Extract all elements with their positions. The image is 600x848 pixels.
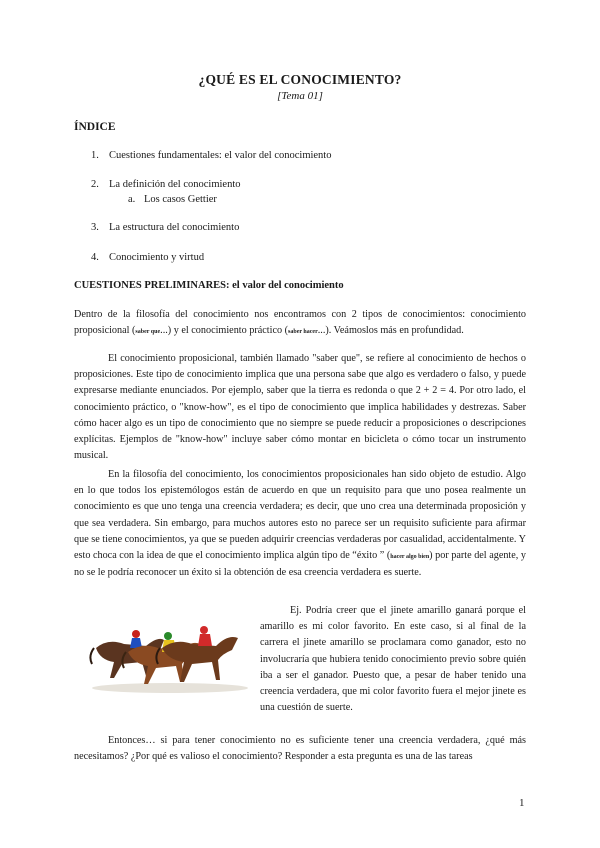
toc-sub-item-number: a. xyxy=(128,194,136,205)
toc-item-text: Conocimiento y virtud xyxy=(109,252,205,263)
index-heading: ÍNDICE xyxy=(74,121,116,133)
page-number: 1 xyxy=(519,797,525,809)
paragraph-text: ) por parte del agente, y no se le podría reconocer un éxito si la obtención de esa creencia verdadera es suerte. xyxy=(74,550,526,579)
toc-item xyxy=(91,150,331,161)
paragraph-text: En la filosofía del conocimiento, los conocimientos proposicionales han sido objeto de estudio. Algo en lo que todos los epistemólogos están de acuerdo en que un requisito para que uno posea realmente un conocimiento es que uno tenga una creencia verdadera; es decir, que uno crea una determinada proposición y que sea verdadera. Sin embargo, para muchos autores esto no parece ser un requisito suficiente para afirmar que se tiene conocimientos, ya que se pueden adquirir creencias verdaderas por casualidad, accidentalmente. Y esto choca con la idea de que el conocimiento implica algún tipo de “éxito ” ( xyxy=(74,469,526,562)
paragraph-epistemology xyxy=(74,467,526,581)
small-note: saber hacer xyxy=(288,329,318,336)
toc-item xyxy=(91,179,241,190)
toc-item-text: Cuestiones fundamentales: el valor del conocimiento xyxy=(109,150,332,161)
paragraph-text: ...) y el conocimiento práctico ( xyxy=(160,325,289,337)
small-note: saber que xyxy=(135,329,161,336)
horse-race-illustration xyxy=(88,608,250,696)
toc-item-text: La estructura del conocimiento xyxy=(109,222,240,233)
toc-item-text: La definición del conocimiento xyxy=(109,179,241,190)
toc-sub-item-text: Los casos Gettier xyxy=(144,194,217,205)
document-subtitle: [Tema 01] xyxy=(277,90,323,102)
toc-item-number: 4. xyxy=(91,252,99,263)
section-heading-rest: el valor del conocimiento xyxy=(229,280,344,291)
toc-item-number: 2. xyxy=(91,179,99,190)
small-note: hacer algo bien xyxy=(390,554,430,561)
paragraph-closing: Entonces… si para tener conocimiento no es suficiente tener una creencia verdadera, ¿qué más necesitamos? ¿Por qué es valioso el conocimiento? Responder a esta pregunta es una de las tareas xyxy=(74,735,526,763)
paragraph-text: Dentro de la filosofía del conocimiento nos encontramos con 2 tipos de conocimientos: conocimiento proposicional ( xyxy=(74,309,526,337)
section-heading-main: CUESTIONES PRELIMINARES: xyxy=(74,280,230,291)
paragraph-propositional: El conocimiento proposicional, también llamado "saber que", se refiere al conocimiento de hechos o proposiciones. Este tipo de conocimiento implica que una persona sabe que algo es verdadero o falso, y puede expresarse mediante enunciados. Por ejemplo, saber que la tierra es redonda o que 2 + 2 = 4. Por otro lado, el conocimiento práctico, o "know-how", es el tipo de conocimiento que implica habilidades y destrezas. Saber cómo hacer algo es un tipo de conocimiento que no siempre se puede reducir a proposiciones o descripciones explícitas. Ejemplos de "know-how" incluye saber cómo montar en bicicleta o cómo tocar un instrumento musical. xyxy=(74,353,526,462)
section-heading xyxy=(74,280,344,291)
document-title: ¿QUÉ ES EL CONOCIMIENTO? xyxy=(198,72,402,87)
example-paragraph: Ej. Podría creer que el jinete amarillo ganará porque el amarillo es mi color favorito. En este caso, si al final de la carrera el jinete amarillo se proclamara como ganador, esto no involucraría que hubiera tenido conocimiento previo sobre quién iba a ser el ganador. Puesto que, a pesar de haber tenido una creencia verdadera, que mi color favorito fuera el mejor jinete es una cuestión de suerte. xyxy=(260,605,526,714)
toc-item-number: 3. xyxy=(91,222,99,233)
paragraph-text: ...). Veámoslos más en profundidad. xyxy=(317,325,464,337)
toc-item xyxy=(91,222,239,233)
toc-item xyxy=(91,252,204,263)
toc-sub-item xyxy=(128,194,217,205)
toc-item-number: 1. xyxy=(91,150,99,161)
paragraph-intro xyxy=(74,307,526,340)
